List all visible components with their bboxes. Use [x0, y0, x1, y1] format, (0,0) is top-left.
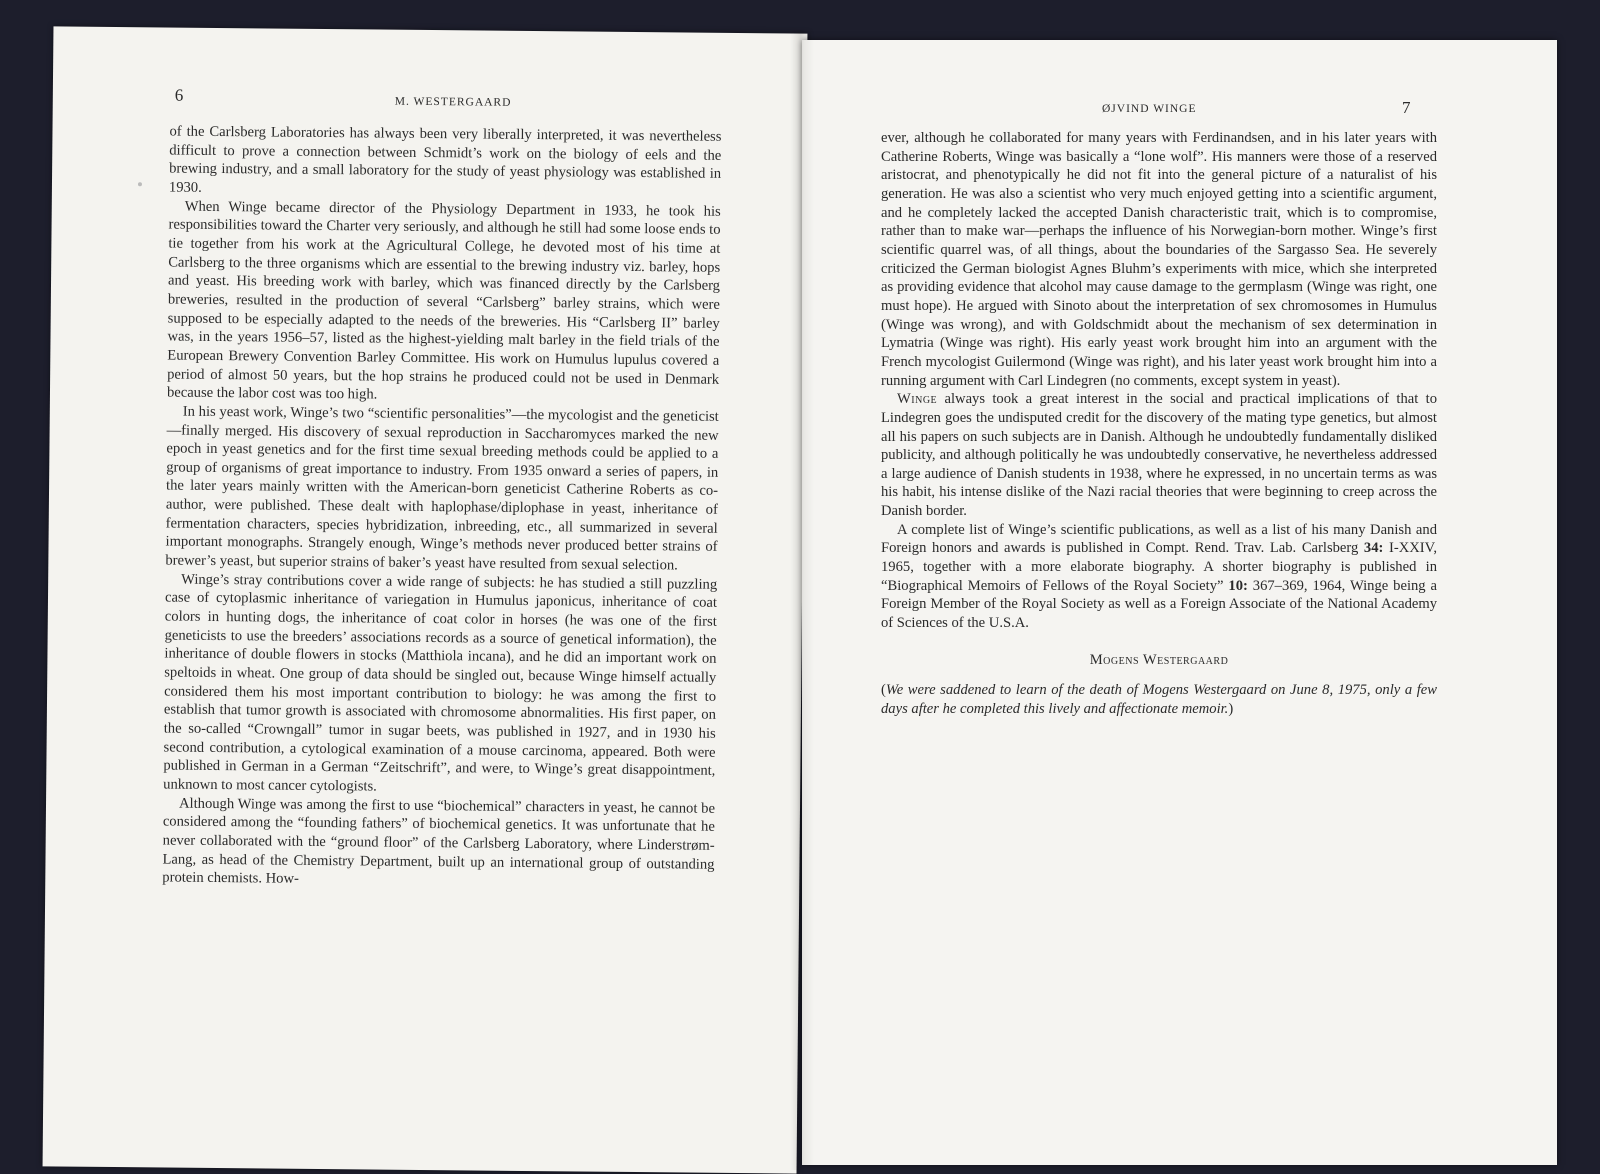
paragraph: Although Winge was among the first to use “biochemical” characters in yeast, he cannot be considered among the “founding fathers” of biochemical genetics. It was unfortunate that he never collaborated with the “ground floor” of the Carlsberg Laboratory, where Linderstrøm-Lang, as head of the Chemistry Department, built up an international group of outstanding protein chemists. How- [162, 795, 716, 888]
right-page-body [881, 129, 1437, 719]
running-head-left: M. WESTERGAARD [394, 95, 512, 109]
paragraph-text: I-XXIV, 1965, together with a more elaborate biography. A shorter [881, 540, 1437, 576]
paragraph-text: 367–369, 1964, Winge being a Foreign Member of the Royal Society as well as a Foreign Associate of the National Academy of Sciences of the U.S.A. [881, 577, 1437, 632]
paragraph-text: biography is published in “Biographical Memoirs of Fellows of the Royal Society” [881, 559, 1437, 594]
volume-34: 34: [1363, 540, 1384, 557]
paragraph: When Winge became director of the Physiology Department in 1933, he took his responsibilities toward the Charter very seriously, and although he still had some loose ends to tie together from his work at the Agricultural College, he devoted most of his time at Carlsberg to the three organisms which are essential to the brewing industry viz. barley, hops and yeast. His breeding work with barley, which was financed directly by the Carlsberg breweries, resulted in the production of several “Carlsberg” barley strains, which were supposed to be especially adapted to the needs of the breweries. His “Carlsberg II” barley was, in the years 1956–57, listed as the highest-yielding malt barley in the field trials of the European Brewery Convention Barley Committee. His work on Humulus lupulus covered a period of almost 50 years, but the hop strains he produced could not be used in Denmark because the labor cost was too high. [166, 198, 721, 403]
left-page-body [162, 123, 721, 893]
volume-10: 10: [1228, 577, 1248, 594]
right-page [802, 40, 1557, 1165]
page-speck [138, 182, 142, 186]
editor-note-text: We were saddened to learn of the death of Mogens Westergaard on June 8, 1975, only a few days after he completed this lively and affectionate memoir. [881, 682, 1437, 718]
paragraph [881, 521, 1437, 633]
running-head-right: ØJVIND WINGE [1102, 103, 1197, 115]
paragraph: In his yeast work, Winge’s two “scientific personalities”—the mycologist and the geneticist—finally merged. His discovery of sexual reproduction in Saccharomyces marked the new epoch in yeast genetics and for the first time sexual breeding methods could be applied to a group of organisms of great importance to industry. From 1935 onward a series of papers, in the later years mainly written with the American-born geneticist Catherine Roberts as co-author, were published. These dealt with haplophase/diplophase in yeast, inheritance of fermentation characters, species hybridization, inbreeding, etc., all summarized in several important monographs. Strangely enough, Winge’s methods never produced better strains of brewer’s yeast, but superior strains of baker’s yeast have resulted from sexual selection. [165, 403, 719, 574]
winge-small-caps: Winge [897, 391, 938, 408]
author-signature: Mogens Westergaard [1089, 651, 1229, 668]
paragraph-text: A complete list of Winge’s scientific publications, as well as a list of his many Danish and Foreign honors and awards is published in Compt. Rend. Trav. Lab. Carlsberg [881, 521, 1437, 557]
page-number-left: 6 [174, 85, 184, 105]
left-page [43, 26, 808, 1173]
paragraph [881, 390, 1437, 521]
paragraph: ever, although he collaborated for many years with Ferdinandsen, and in his later years with Catherine Roberts, Winge was basically a “lone wolf”. His manners were those of a reserved aristocrat, and phenotypically he did not fit into the general picture of a naturalist of his generation. He was also a scientist who very much enjoyed getting into a scientific argument, and he completely lacked the accepted Danish characteristic trait, which is to compromise, rather than to make war—perhaps the influence of his Norwegian-born mother. Winge’s first scientific quarrel was, of all things, about the boundaries of the Sargasso Sea. He severely criticized the German biologist Agnes Bluhm’s experiments with mice, which she interpreted as providing evidence that alcohol may cause damage to the germplasm (Winge was right, one must hope). He argued with Sinoto about the interpretation of sex chromosomes in Humulus (Winge was wrong), and with Goldschmidt about the mechanism of sex determination in Lymatria (Winge was right). His early yeast work brought him into an argument with the French mycologist Guilermond (Winge was right), and his later yeast work brought him into a running argument with Carl Lindegren (no comments, except system in yeast). [881, 130, 1437, 389]
editor-note: (We were saddened to learn of the death of Mogens Westergaard on June 8, 1975, only a few days after he completed this lively and affectionate memoir.) [881, 682, 1437, 718]
paragraph: of the Carlsberg Laboratories has always been very liberally interpreted, it was nevertheless difficult to prove a connection between Schmidt’s work on the biology of eels and the brewing industry, and a small laboratory for the study of yeast physiology was established in 1930. [168, 123, 722, 196]
paragraph-text: always took a great interest in the social and practical implications of [937, 391, 1397, 408]
page-number-right: 7 [1402, 98, 1411, 117]
paragraph-text: that to Lindegren goes the undisputed credit for the discovery of the mating type genetics, but almost all his papers on such subjects are in Danish. Although he undoubtedly fundamentally disliked publicity, and although politically he was undoubtedly conservative, he nevertheless addressed a large audience of Danish students in 1938, where he expressed, in no uncertain terms as was his habit, his intense dislike of the Nazi racial theories that were beginning to creep across the Danish border. [881, 391, 1437, 520]
paragraph: Winge’s stray contributions cover a wide range of subjects: he has studied a still puzzling case of cytoplasmic inheritance of variegation in Humulus japonicus, inheritance of coat colors in hunting dogs, the inheritance of coat color in horses (he was one of the first geneticists to use the breeders’ associations records as a source of genetical information), the inheritance of double flowers in stocks (Matthiola incana), and he did an important work on speltoids in wheat. One group of data should be singled out, because Winge himself actually considered them his most important contribution to biology: he was among the first to establish that tumor growth is associated with chromosome abnormalities. His first paper, on the so-called “Crowngall” tumor in sugar beets, was published in 1927, and in 1930 his second contribution, a cytological examination of a mouse carcinoma, appeared. Both were published in German in a German “Zeitschrift”, and were, to Winge’s great disappointment, unknown to most cancer cytologists. [163, 571, 718, 795]
